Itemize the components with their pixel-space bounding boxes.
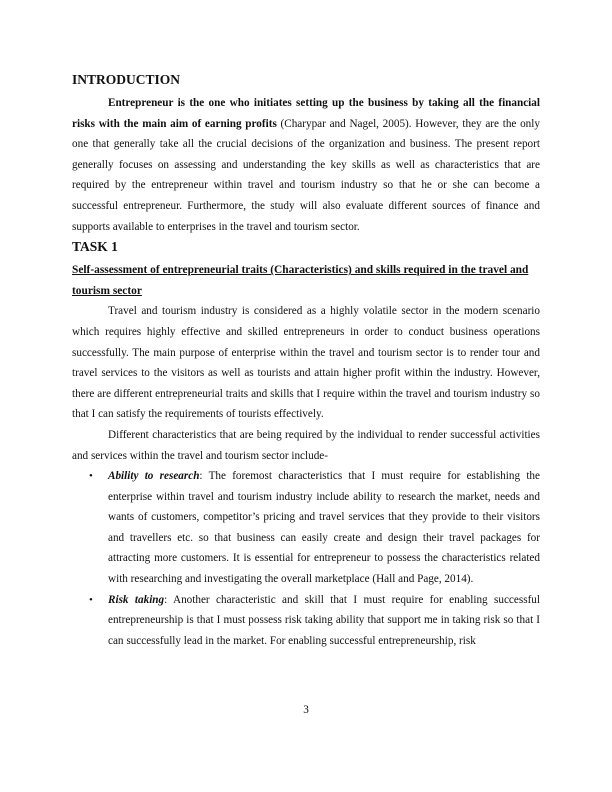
introduction-bold-lead: Entrepreneur is the one who initiates setting up the business by taking all the financial risks with the main aim of earning profits xyxy=(72,97,540,130)
task1-paragraph-2: Different characteristics that are being required by the individual to render successful activities and services within the travel and tourism sector include- xyxy=(72,428,540,462)
list-item xyxy=(89,466,540,590)
introduction-text: (Charypar and Nagel, 2005). However, they are the only one that generally take all the crucial decisions of the organization and business. The present report generally focuses on assessing and understanding the key skills as well as characteristics that are required by the entrepreneur within travel and tourism industry so that he or she can become a successful entrepreneur. Furthermore, the study will also evaluate different sources of finance and supports available to enterprises in the travel and tourism sector. xyxy=(72,117,540,233)
task1-paragraph-1: Travel and tourism industry is considered as a highly volatile sector in the modern scenario which requires highly effective and skilled entrepreneurs in order to conduct business operations successfully. The main purpose of enterprise within the travel and tourism sector is to render tour and travel services to the visitors as well as tourists and attain higher profit within the industry. However, there are different entrepreneurial traits and skills that I require within the travel and tourism industry so that I can satisfy the requirements of tourists effectively. xyxy=(72,305,540,421)
document-page xyxy=(72,70,540,651)
bullet-icon: • xyxy=(89,593,93,606)
list-item-text: : The foremost characteristics that I must require for establishing the enterprise within travel and tourism industry include ability to research the market, needs and wants of customers, competitor’s pricing and travel services that they provide to their visitors and travellers etc. so that business can easily create and design their travel packages for attracting more customers. It is essential for entrepreneur to possess the characteristics related with researching and investigating the overall marketplace (Hall and Page, 2014). xyxy=(108,470,540,586)
introduction-paragraph xyxy=(72,93,540,237)
list-item-text: : Another characteristic and skill that I must require for enabling successful entrepreneurship is that I must possess risk taking ability that support me in taking risk so that I can successfully lead in the market. For enabling successful entrepreneurship, risk xyxy=(108,593,540,647)
introduction-heading: INTRODUCTION xyxy=(72,72,181,87)
task1-subheading: Self-assessment of entrepreneurial traits (Characteristics) and skills required in the travel and tourism sector xyxy=(72,264,529,297)
task1-heading: TASK 1 xyxy=(72,239,118,255)
list-item-title: Ability to research xyxy=(108,470,200,483)
list-item-title: Risk taking xyxy=(108,593,165,606)
bullet-icon: • xyxy=(89,470,93,483)
characteristics-list xyxy=(72,466,540,651)
page-number: 3 xyxy=(303,704,309,716)
list-item xyxy=(89,590,540,652)
